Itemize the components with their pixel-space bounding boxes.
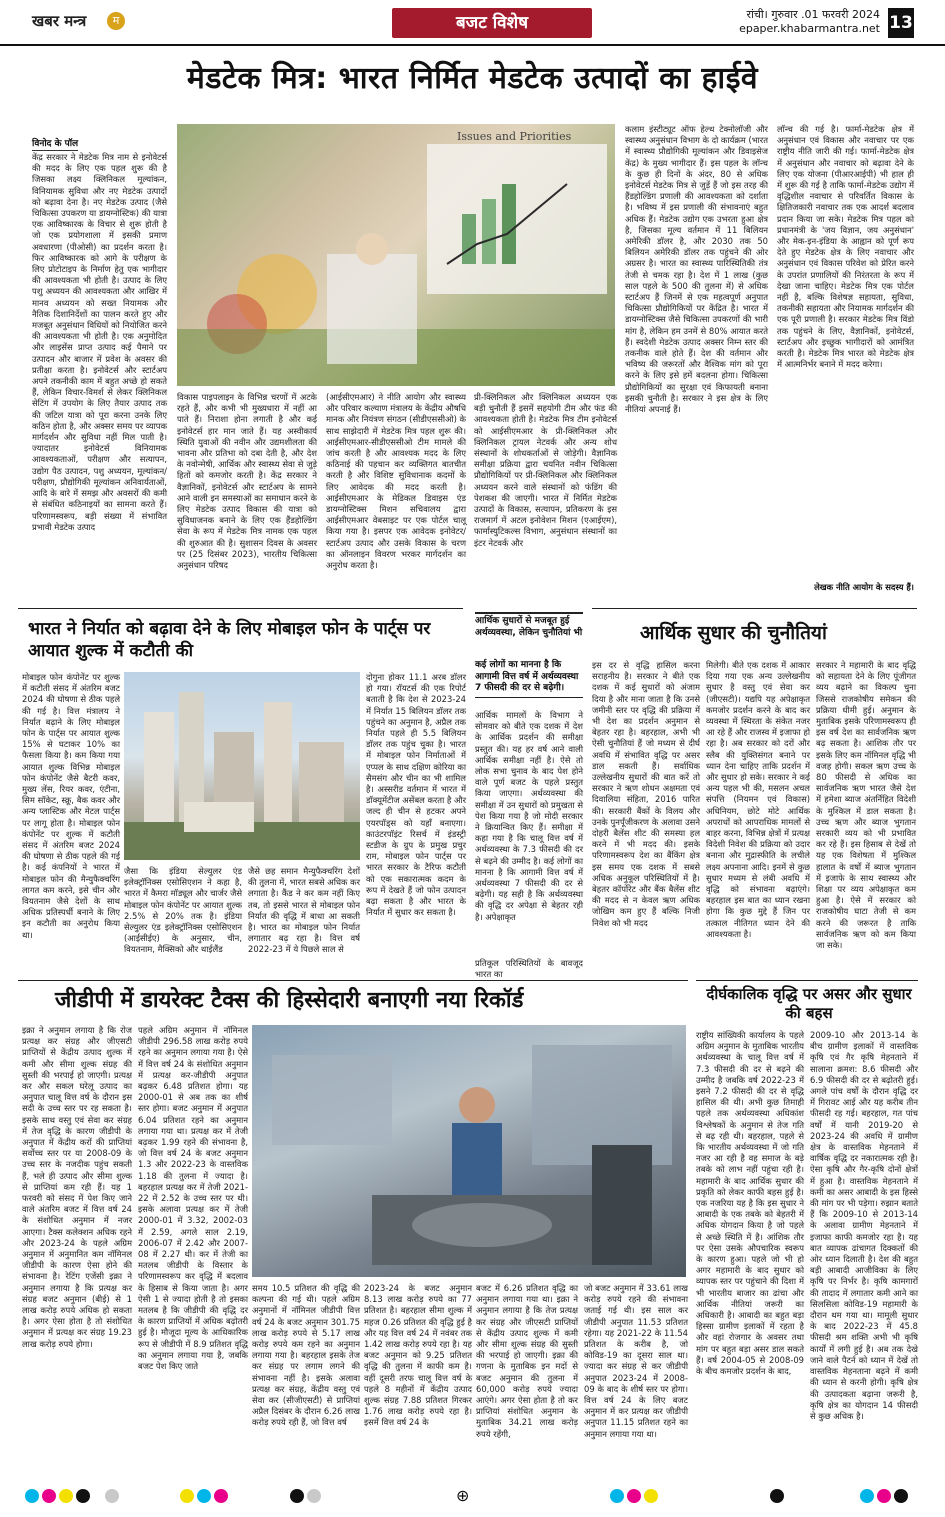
logo-badge-icon: म [107,12,125,30]
magenta-swatch-3 [627,1489,641,1503]
mobile-column-2: जैसा कि इंडिया सेल्युलर एंड इलेक्ट्रॉनिक्स एसोसिएशन ने कहा है, भारत में कैमरा मॉड्यूल और चार्जर जैसे मोबाइल फोन कंपोनेंट पर आयात शुल्क 2.5% से 20% तक है। इंडिया सेल्युलर एंड इलेक्ट्रॉनिक्स एसोसिएशन (आईसीईए) के अनुसार, चीन, वियतनाम, मैक्सिको और थाईलैंड [124,866,242,955]
gdp-column-1: इक्रा ने अनुमान लगाया है कि रोज प्रत्यक्ष कर संग्रह और जीएसटी प्राप्तियों से केंद्रीय उत्पाद शुल्क में कमी और सीमा शुल्क संग्रह की सुस्ती की भरपाई हो जाएगी। प्रत्यक्ष कर और सकल घरेलू उत्पाद का अनुपात चालू वित्त वर्ष के दौरान इस सदी के उच्च स्तर पर रह सकता है। इसके साथ वस्तु एवं सेवा कर संग्रह में तेज वृद्धि के कारण जीडीपी के अनुपात में केंद्रीय करों की प्राप्तियां सर्वोच्च स्तर पर या 2008-09 के उच्च स्तर के नजदीक पहुंच सकती हैं, भले ही उत्पाद और सीमा शुल्क से प्राप्तियां कम रही हैं। यह 1 फरवरी को संसद में पेश किए जाने वाले अंतरिम बजट में वित्त वर्ष 24 के संशोधित अनुमान में नजर आएगा। टैक्स कलेक्शन अधिक रहने और 2023-24 के पहले अग्रिम अनुमान में अनुमानित कम नॉमिनल जीडीपी के कारण ऐसा होने की संभावना है। रेटिंग एजेंसी इक्रा ने अनुमान लगाया है कि प्रत्यक्ष कर संग्रह बजट अनुमान (बीई) से 1 लाख करोड़ रुपये अधिक हो सकता है। अगर ऐसा होता है तो संशोधित अनुमान में प्रत्यक्ष कर संग्रह 19.23 लाख करोड़ रुपये होगा। [22,1025,132,1349]
yellow-swatch-3 [644,1489,658,1503]
gdp-column-4: 2023-24 के बजट अनुमान 8.13 लाख करोड़ रुपये का 77 प्रतिशत है। बहरहाल सीमा शुल्क में महज 0.26 प्रतिशत की वृद्धि हुई है और यह वित्त वर्ष 24 में नवंबर तक 1.42 लाख करोड़ रुपये रहा है। यह बजट अनुमान को 9.25 प्रतिशत वृद्धि की तुलना में काफी कम है। वहीं दूसरी तरफ चालू वित्त वर्ष के पहले 8 महीनों में केंद्रीय उत्पाद शुल्क संग्रह 7.88 प्रतिशत गिरकर 1.76 लाख करोड़ रुपये रहा है। इसमें वित्त वर्ष 24 के [364,1283,472,1428]
cyan-swatch-3 [610,1489,624,1503]
gdp-column-5: बजट में 6.26 प्रतिशत वृद्धि का अनुमान लगाया गया था। इक्रा ने अनुमान लगाया है कि तेज प्रत्यक्ष कर संग्रह और जीएसटी प्राप्तियों से केंद्रीय उत्पाद शुल्क में कमी और सीमा शुल्क संग्रह की सुस्ती की भरपाई हो जाएगी। इक्रा की गणना के मुताबिक इन मदों से बजट अनुमान की तुलना में 60,000 करोड़ रुपये ज्यादा आएंगे। अगर ऐसा होता है तो कर प्राप्तियां संशोधित अनुमान के मुताबिक 34.21 लाख करोड़ रुपये रहेंगी, [476,1283,578,1439]
mobile-column-3: जैसे छह समान मैन्युफैक्चरिंग देशों की तुलना में, भारत सबसे अधिक कर लगाता है। कैंड ने कर कम नहीं किए तब, तो इससे भारत से मोबाइल फोन निर्यात की वृद्धि में बाधा आ सकती है। भारत का मोबाइल फोन निर्यात लगातार बढ़ रहा है। वित्त वर्ष 2022-23 में ये पिछले साल से [248,866,360,955]
reform-headline: आर्थिक सुधार की चुनौतियां [640,622,827,644]
reform-column-1: आर्थिक मामलों के विभाग ने सोमवार को बीते एक दशक में देश के आर्थिक प्रदर्शन की समीक्षा प्रस्तुत की। यह हर वर्ष आने वाली आर्थिक समीक्षा नहीं है। ऐसे तो लोक सभा चुनाव के बाद पेश होने वाले पूर्ण बजट के पहले प्रस्तुत किया जाएगा। अर्थव्यवस्था की समीक्षा में उन सुधारों को प्रमुखता से पेश किया गया है जो मोदी सरकार ने क्रियान्वित किए हैं। समीक्षा में कहा गया है कि चालू वित्त वर्ष में अर्थव्यवस्था के 7.3 फीसदी की दर से बढ़ने की उम्मीद है। कई लोगों का मानना है कि आगामी वित्त वर्ष में अर्थव्यवस्था 7 फीसदी की दर से बढ़ेगी। यह सही है कि अर्थव्यवस्था की वृद्धि दर अपेक्षा से बेहतर रही है। अपेक्षाकृत [475,710,583,922]
lead-byline: विनोद के पॉल [32,136,78,151]
reform-column-3: मिलेगी। बीते एक दशक में आकार दिया गया एक अन्य उल्लेखनीय सुधार है वस्तु एवं सेवा कर (जीएसटी)। यद्यपि यह अपेक्षाकृत कमजोर प्रदर्शन करने के बाद कर व्यवस्था में स्थिरता के संकेत नजर आ रहे हैं और राजस्व में इजाफा हो रहा है। अब सरकार को दरों और स्लैब की युक्तिसंगत बनाने पर ध्यान देना चाहिए ताकि प्रदर्शन में और सुधार हो सके। सरकार ने कई अन्य पहल भी की, मसलन अचल संपत्ति (नियमन एवं विकास) अधिनियम, छोटे मोटे आर्थिक अपराधों को आपराधिक मामलों से बाहर करना, विभिन्न क्षेत्रों में प्रत्यक्ष विदेशी निवेश की प्रक्रिया को उदार बनाना और मुद्रास्फीति के लचीले लक्ष्य अपनाना आदि। इनमें से कुछ सुधार मध्यम से लंबी अवधि में वृद्धि को संभावना बढ़ाएंगे। बहरहाल इस बात का ध्यान रखना होगा कि कुछ मुद्दे हैं जिन पर तत्काल नीतिगत ध्यान देने की आवश्यकता है। [706,660,810,939]
lead-column-5: कलाम इंस्टीट्यूट ऑफ हेल्थ टेक्नोलॉजी और स्वास्थ्य अनुसंधान विभाग के दो कार्यक्रम (भारत में स्वास्थ्य प्रौद्योगिकी मूल्यांकन और डिवाइसेज केंद्र) के मुख्य भागीदार हैं। इस पहल के लॉन्च के कुछ ही दिनों के अंदर, 80 से अधिक इनोवेटर्स मेडटेक मित्र से जुड़ें हैं जो इस तरह की हैंडहोल्डिंग प्रणाली की आवश्यकता को दर्शाता है। भविष्य में इस प्रणाली की संभावनाएं बहुत अधिक हैं। मेडटेक उद्योग एक उभरता हुआ क्षेत्र है, जिसका मूल्य वर्तमान में 11 बिलियन अमेरिकी डॉलर है, और 2030 तक 50 बिलियन अमेरिकी डॉलर तक पहुंचने की ओर अग्रसर है। भारत का स्वास्थ्य पारिस्थितिकी तंत्र तेजी से चमक रहा है। देश में 1 लाख (कुछ साल पहले के 500 की तुलना में) से अधिक स्टार्टअप हैं जिनमें से एक महत्वपूर्ण अनुपात चिकित्सा प्रौद्योगिकियों पर केंद्रित है। भारत में डायग्नोस्टिक्स जैसे चिकित्सा उपकरणों की भारी मांग है, लेकिन हम उनमें से 80% आयात करते हैं। स्वदेशी मेडटेक उत्पाद अक्सर निम्न स्तर की तकनीक वाले होते हैं। देश की वर्तमान और भविष्य की जरूरतों और वैश्विक मांग को पूरा करने के लिए इसे हमें बदलना होगा। चिकित्सा प्रौद्योगिकियों का सुरक्षा एवं किफायती बनाना इसकी चुनौती है। सरकार ने इस क्षेत्र के लिए नीतियां अपनाई हैं। [625,124,768,415]
gdp-column-2: पहले अग्रिम अनुमान में नॉमिनल जीडीपी 296.58 लाख करोड़ रुपये रहने का अनुमान लगाया गया है। ऐसे में वित्त वर्ष 24 के संशोधित अनुमान में प्रत्यक्ष कर-जीडीपी अनुपात बढ़कर 6.48 प्रतिशत होगा। यह 2000-01 से अब तक का शीर्ष स्तर होगा। बजट अनुमान में अनुपात 6.04 प्रतिशत रहने का अनुमान लगाया गया था। प्रत्यक्ष कर में तेजी बढ़कर 1.99 रहने की संभावना है, जो वित्त वर्ष 24 के बजट अनुमान 1.3 और 2022-23 के वास्तविक 1.18 की तुलना में ज्यादा है। बहरहाल प्रत्यक्ष कर में तेजी 2021-22 में 2.52 के उच्च स्तर पर थी। इसके अलावा प्रत्यक्ष कर में तेजी 2000-01 में 3.32, 2002-03 में 2.59, अगले साल 2.19, 2006-07 में 2.42 और 2007-08 में 2.27 थी। कर में तेजी का मतलब जीडीपी के विस्तार के परिणामस्वरूप कर वृद्धि में बदलाव के हिसाब से किया जाता है। अगर ऐसी 1 से ज्यादा होती है तो इसका मतलब है कि जीडीपी की वृद्धि दर के कारण प्राप्तियों में अधिक बढ़ोतरी हुई है। मौजूदा मूल्य के आधिकारिक रूप से जीडीपी में 8.9 प्रतिशत वृद्धि का अनुमान लगाया गया है, जबकि बजट पेश किए जाते [138,1025,248,1372]
growth-headline: दीर्घकालिक वृद्धि पर असर और सुधार की बहस [706,985,912,1022]
yellow-swatch [59,1489,73,1503]
mobile-column-1: मोबाइल फोन कंपोनेंट पर शुल्क में कटौती संसद में अंतरिम बजट 2024 की घोषणा से ठीक पहले की गई है। वित्त मंत्रालय ने निर्यात बढ़ाने के लिए मोबाइल फोन के पार्ट्स पर आयात शुल्क 15% से घटाकर 10% का फैसला किया है। कम किया गया आयात शुल्क विभिन्न मोबाइल फोन कंपोनेंट जैसे बैटरी कवर, मुख्य लेंस, रियर कवर, एंटीना, सिम सॉकेट, स्क्रू, बैक कवर और अन्य प्लास्टिक और मेटल पार्ट्स पर लागू होता है। मोबाइल फोन कंपोनेंट पर शुल्क में कटौती संसद में अंतरिम बजट 2024 की घोषणा से ठीक पहले की गई है। कई कंपनियों ने भारत में मोबाइल फोन की मैन्युफैक्चरिंग लागत कम करने, इसे चीन और वियतनाम जैसे देशों के साथ अधिक प्रतिस्पर्धी बनाने के लिए इन कटौती का अनुरोध किया था। [22,672,120,940]
yellow-swatch-2 [180,1489,194,1503]
edition-date: रांची। गुरुवार .01 फरवरी 2024 [746,8,880,21]
growth-column-2: 2009-10 और 2013-14 के बीच ग्रामीण इलाकों में वास्तविक कृषि एवं गैर कृषि मेहनताने में सालाना क्रमश: 8.6 फीसदी और 6.9 फीसदी की दर से बढ़ोतरी हुई। अगले पांच वर्षों के दौरान वृद्धि दर में गिरावट आई और यह करीब तीन फीसदी रह गई। बहरहाल, गत पांच वर्षों में यानी 2019-20 से 2023-24 की अवधि में ग्रामीण क्षेत्र के वास्तविक मेहनताने में वार्षिक वृद्धि दर नकारात्मक रही है। ऐसा कृषि और गैर-कृषि दोनों क्षेत्रों में हुआ है। वास्तविक मेहनताने में कमी का असर आबादी के इस हिस्से की मांग पर भी पड़ेगा। रुझान बताते हैं कि 2009-10 से 2013-14 के अलावा ग्रामीण मेहनताने में इजाफा काफी कमजोर रहा है। यह बात व्यापक ढांचागत दिक्कतों की ओर ध्यान दिलाती है। देश की बहुत बड़ी आबादी आजीविका के लिए कृषि पर निर्भर है। कृषि कामगारों की तादाद में लगातार कमी आने का सिलसिला कोविड-19 महामारी के दौरान थम गया था। मामूली सुधार के बाद 2022-23 में 45.8 फीसदी श्रम शक्ति अभी भी कृषि कार्यों में लगी हुई है। अब तक देखे जाने वाले पैटर्न को ध्यान में देखें तो वास्तविक मेहनताना बढ़ने में कमी की ध्यान से करनी होगी। कृषि क्षेत्र की उत्पादकता बढ़ाना जरूरी है, कृषि क्षेत्र का योगदान 14 फीसदी से कुछ अधिक है। [810,1030,918,1421]
lead-column-4: प्री-क्लिनिकल और क्लिनिकल अध्ययन एक बड़ी चुनौती हैं इसमें सहयोगी टीम और फंड की आवश्यकता होती है। मेडटेक मित्र टीम इनोवेटर्स को आईसीएमआर के प्री-क्लिनिकल और क्लिनिकल ट्रायल नेटवर्क और अन्य शोध संस्थानों के शोधकर्ताओं से जोड़ेगी। वैज्ञानिक समीक्षा प्रक्रिया द्वारा चयनित नवीन चिकित्सा प्रौद्योगिकियों पर प्री-क्लिनिकल और क्लिनिकल अध्ययन करने वाले संस्थानों को फंडिंग की पेशकश की जाएगी। भारत में निर्मित मेडटेक उत्पादों के विकास, सत्यापन, प्रतिकरण के इस राजमार्ग में अटल इनोवेशन मिशन (एआईएम), फार्मास्युटिकल्स विभाग, अनुसंधान संस्थानों का इंटर नेटवर्क और [474,392,617,548]
gdp-photo [252,1025,686,1277]
epaper-url[interactable]: epaper.khabarmantra.net [739,22,880,35]
cyan-swatch-4 [860,1489,874,1503]
mobile-photo [124,672,360,860]
black-swatch-2 [290,1489,304,1503]
growth-column-1: राष्ट्रीय सांख्यिकी कार्यालय के पहले अग्रिम अनुमान के मुताबिक भारतीय अर्थव्यवस्था के चालू वित्त वर्ष में 7.3 फीसदी की दर से बढ़ने की उम्मीद है जबकि वर्ष 2022-23 में इसने 7.2 फीसदी की दर से वृद्धि हासिल की थी। अभी कुछ तिमाही पहले तक अर्थव्यवस्था अधिकांश विश्लेषकों के अनुमान से तेज गति से बढ़ रही थी। बहरहाल, पहले से कि भारतीय अर्थव्यवस्था में जो गति नजर आ रही है वह समाज के बड़े तबके को लाभ नहीं पहुंचा रही है। महामारी के बाद आर्थिक सुधार की प्रकृति को लेकर काफी बहस हुई है। एक नजरिया यह है कि इस सुधार ने आबादी के एक तबके को बेहतरी में अधिक योगदान किया है जो पहले से अच्छे स्थिति में है। आंशिक तौर पर ऐसा उसके औपचारिक स्वरूप के कारण हुआ। पहले जो भी हो अगर महामारी के बाद सुधार को व्यापक स्तर पर पहुंचाने की दिशा में भी भारतीय बाजार का ढांचा और आर्थिक नीतियां जरूरी का अधिकारी है। आबादी का बहुत बड़ा हिस्सा ग्रामीण इलाकों में रहता है और वहां रोजगार के अवसर तथा मांग पर बहुत बड़ा असर डाल सकते हैं। वर्ष 2004-05 से 2008-09 के बीच कमजोर प्रदर्शन के बाद, [696,1030,804,1377]
gdp-column-6: जो बजट अनुमान में 33.61 लाख करोड़ रुपये रहने की संभावना जताई गई थी। इस साल कर जीडीपी अनुपात 11.53 प्रतिशत रहेगा। यह 2021-22 के 11.54 प्रतिशत के करीब है, जो कोविड-19 का दूसरा साल था। ज्यादा कर संग्रह से कर जीडीपी अनुपात 2023-24 में 2008-09 के बाद के शीर्ष स्तर पर होगा। वित्त वर्ष 24 के लिए बजट अनुमान में कर प्रत्यक्ष कर जीडीपी अनुपात 11.15 प्रतिशत रहने का अनुमान लगाया गया था। [584,1283,688,1439]
reform-pull-quote-2: कई लोगों का मानना है कि आगामी वित्त वर्ष में अर्थव्यवस्था 7 फीसदी की दर से बढ़ेगी। [475,660,583,698]
magenta-swatch-2 [214,1489,228,1503]
gdp-column-3: समय 10.5 प्रतिशत की वृद्धि की कल्पना की गई थी। पहले अग्रिम अनुमानों में नॉमिनल जीडीपी वित्त वर्ष 24 के बजट अनुमान 301.75 लाख करोड़ रुपये से 5.17 लाख करोड़ रुपये कम रहने का अनुमान लगाया गया है। बहरहाल इसके तेज कर संग्रह पर लगाम लगने की संभावना नहीं है। इसके अलावा प्रत्यक्ष कर संग्रह, केंद्रीय वस्तु एवं सेवा कर (सीजीएसटी) से प्राप्तियां अप्रैल दिसंबर के दौरान 6.26 लाख करोड़ रुपये रही हैं, जो वित्त वर्ष [252,1283,360,1428]
mobile-headline: भारत ने निर्यात को बढ़ावा देने के लिए मोबाइल फोन के पार्ट्स पर आयात शुल्क में कटौती की [28,619,431,661]
reform-column-2: इस दर से वृद्धि हासिल करना सराहनीय है। सरकार ने बीते एक दशक में कई सुधारों को अंजाम दिया है और माना जाता है कि उनसे जमीनी स्तर पर वृद्धि की प्रक्रिया में भी देश का प्रदर्शन अनुमान से बेहतर रहा है। बहरहाल, अभी भी ऐसी चुनौतियां हैं जो मध्यम से दीर्घ अवधि में संभावित वृद्धि पर असर डाल सकती हैं। सर्वाधिक उल्लेखनीय सुधारों की बात करें तो सरकार ने ऋण शोधन अक्षमता एवं दिवालिया संहिता, 2016 पारित की। सरकारी बैंकों के विलय और उनके पुनर्पूंजीकरण के अलावा उसने दोहरी बैलेंस शीट की समस्या हल करने में भी मदद की। इसके परिणामस्वरूप देश का बैंकिंग क्षेत्र इस समय एक दशक में सबसे अधिक अनुकूल परिस्थितियों में है। बेहतर कॉर्पोरेट और बैंक बैलेंस शीट की मदद से न केवल ऋण अधिक जोखिम कम हुए हैं बल्कि निजी निवेश को भी मदद [592,660,700,928]
black-swatch-4 [894,1489,908,1503]
page-number: 13 [888,8,914,38]
magenta-swatch-4 [877,1489,891,1503]
reform-pull-quote: आर्थिक सुधारों से मजबूत हुई अर्थव्यवस्था, लेकिन चुनौतियां भी [475,612,583,639]
lead-headline: मेडटेक मित्र: भारत निर्मित मेडटेक उत्पादों का हाईवे [186,61,759,96]
lead-column-3: (आईसीएमआर) ने नीति आयोग और स्वास्थ्य और परिवार कल्याण मंत्रालय के केंद्रीय औषधि मानक और नियंत्रण संगठन (सीडीएससीओ) के साथ साझेदारी में मेडटेक मित्र पहल शुरू की। आईसीएमआर-सीडीएससीओ टीम मामले की जांच करती है और आवश्यक मदद के लिए कठिनाई की पहचान कर व्यक्तिगत बातचीत करती है और विशिष्ट सुविधानाक कदमों के लिए आवेदक की मदद करती है। आईसीएमआर के मेडिकल डिवाइस एंड डायग्नोस्टिक्स मिशन सचिवालय द्वारा आईसीएमआर वेबसाइट पर एक पोर्टल चालू किया गया है। इसपर एक आवेदक इनोवेटर/स्टार्टअप उत्पाद और उसके विकास के चरण का ऑनलाइन विवरण भरकर मार्गदर्शन का अनुरोध करता है। [326,392,466,571]
black-swatch-3 [770,1489,784,1503]
mobile-column-4: दोगुना होकर 11.1 अरब डॉलर हो गया। रॉयटर्स की एक रिपोर्ट बताती है कि देश से 2023-24 में निर्यात 15 बिलियन डॉलर तक पहुंचने का अनुमान है, अप्रैल तक निर्यात पहले ही 5.5 बिलियन डॉलर तक पहुंच चुका है। भारत में मोबाइल फोन निर्माताओं में एप्पल के साथ दक्षिण कोरिया का सैमसंग और चीन का भी शामिल है। अस्सरीड वर्तमान में भारत में डॉक्यूमेंटीज असेंबल करता है और जल्द ही चीन से हटकर अपने एयरपॉड्स को यहाँ बनाएगा। काउंटरपॉइंट रिसर्च में इंडस्ट्री स्टडीज के ग्रुप के प्रमुख प्रचुर राम, मोबाइल फोन पार्ट्स पर भारत सरकार के टैरिफ कटौती को एक सकारात्मक कदम के रूप में देखते हैं जो फोन उत्पादन बढ़ा सकता है और भारत के निर्यात में सुधार कर सकता है। [366,672,467,918]
grey-swatch [105,1489,119,1503]
reform-column-4: सरकार ने महामारी के बाद वृद्धि को सहायता देने के लिए पूंजीगत व्यय बढ़ाने का विकल्प चुना जिससे राजकोषीय समेकन की प्रक्रिया धीमी हुई। अनुमान के मुताबिक इसके परिणामस्वरूप ही इस वर्ष देश का सार्वजनिक ऋण बढ़ सकता है। आशिक तौर पर इसके लिए कम नॉमिनल वृद्धि भी वजह होगी। सकल ऋण उच्च के 80 फीसदी से अधिक का सार्वजनिक ऋण भारत जैसे देश में हमेशा ब्याज अंतर्निहित विदेशी के मुश्किल में डाल सकता है। उच्च ऋण और ब्याज भुगतान सरकारी व्यय को भी प्रभावित कर रहे हैं। इस हिसाब से देखें तो यह एक विशेषता में मुश्किल हालात के वर्षों में ब्याज भुगतान में इजाफे के साथ स्वास्थ्य और शिक्षा पर व्यय अपेक्षाकृत कम हुआ है। ऐसे में सरकार को राजकोषीय घाटा तेजी से कम करने की जरूरत है ताकि सार्वजनिक ऋण को कम किया जा सके। [816,660,916,951]
newspaper-logo: खबर मन्त्र [32,12,87,30]
lead-column-2: विकास पाइपलाइन के विभिन्न चरणों में अटके रहते हैं, और कभी भी मुख्यधारा में नहीं आ पाते हैं। निराशा होना लगाती है और कई इनोवेटर्स हार मान जाते हैं। यह अस्वीकार्य स्थिति युवाओं की नवीन और उद्यमशीलता की भावना और प्रतिभा को दबा देती है, और देश के नवोन्मेषी, आर्थिक और स्वास्थ्य सेवा से जुड़े हितों को कमजोर करती है। केंद्र सरकार ने वैज्ञानिकों, इनोवेटर्स और स्टार्टअप के सामने आने वाली इन समस्याओं का समाधान करने के लिए मेडटेक उत्पाद विकास की यात्रा को सुविधाजनक बनाने के लिए एक हैंडहोल्डिंग सेवा के रूप में मेडटेक मित्र नामक एक पहल की शुरुआत की है। सुशासन दिवस के अवसर पर (25 दिसंबर 2023), भारतीय चिकित्सा अनुसंधान परिषद [177,392,317,571]
cyan-swatch [25,1489,39,1503]
print-color-bar [0,1485,945,1507]
lead-photo [177,124,615,386]
gdp-headline: जीडीपी में डायरेक्ट टैक्स की हिस्सेदारी बनाएगी नया रिकॉर्ड [55,988,524,1013]
magenta-swatch [42,1489,56,1503]
section-title: बजट विशेष [392,8,592,38]
author-note: लेखक नीति आयोग के सदस्य हैं। [814,582,914,592]
lead-column-1: केंद्र सरकार ने मेडटेक मित्र नाम से इनोवेटर्स की मदद के लिए एक पहल शुरू की है जिसका लक्ष्य क्लिनिकल मूल्यांकन, विनियामक सुविधा और नए मेडटेक उत्पादों को बढ़ावा देना है। नए मेडटेक उत्पाद (जैसे चिकित्सा उपकरण या डायग्नोस्टिक) की यात्रा एक आविष्कारक के विचार से शुरू होती है जो एक प्रयोगशाला में इसकी प्रमाण अवधारणा (पीओसी) का प्रदर्शन करता है। फिर आविष्कारक को आगे के परीक्षण के लिए प्रोटोटाइप के निर्माण हेतु एक भागीदार की आवश्यकता भी होती है। उत्पाद के लिए पशु अध्ययन की आवश्यकता और आखिर में मानव अध्ययन को सख्त नियामक और नैतिक दिशानिर्देशों का पालन करते हुए और मजबूत अनुसंधान विधियों को नियोजित करने की आवश्यकता भी होती है। एक अनुमोदित और लाइसेंस प्राप्त उत्पाद कई पैमाने पर उत्पादन और बाजार में प्रवेश के अवसर की प्रतीक्षा करता है। इनोवेटर्स और स्टार्टअप अपने तकनीकी काम में बहुत अच्छे हो सकते हैं, लेकिन विचार-विमर्श से लेकर क्लिनिकल सेटिंग में उपयोग के लिए तैयार उत्पाद तक की जटिल यात्रा को पूरा करना उनके लिए कठिन होता है, और अक्सर समय पर व्यापक मार्गदर्शन और सुविधा नहीं मिल पाती है। ज्यादातर इनोवेटर्स विनियामक आवश्यकताओं, परीक्षण और सत्यापन, उद्योग पैठ उत्पादन, पशु अध्ययन, मूल्यांकन/परीक्षण, प्रौद्योगिकी मूल्यांकन अनिवार्यताओं, आदि के बारे में समझ और अवसरों की कमी से संबंधित कठिनाइयों का सामना करते हैं। परिणामस्वरूप, बड़ी संख्या में संभावित प्रभावी मेडटेक उत्पाद [32,152,167,532]
lead-column-6: लॉन्च की गई है। फार्मा-मेडटेक क्षेत्र में अनुसंधान एवं विकास और नवाचार पर एक राष्ट्रीय नीति जारी की गई। फार्मा-मेडटेक क्षेत्र में अनुसंधान और नवाचार को बढ़ावा देने के लिए एक योजना (पीआरआईपी) भी हाल ही में शुरू की गई है ताकि फार्मा-मेडटेक उद्योग में वृद्धिशील नवाचार से परिवर्तित विकास के क्षितिजकारी नवाचार तक एक आदर्श बदलाव प्रदान किया जा सके। मेडटेक मित्र पहल को प्रधानमंत्री के 'जय विज्ञान, जय अनुसंधान' और मेक-इन-इंडिया के आह्वान को पूर्ण रूप देते हुए मेडटेक क्षेत्र के लिए नवाचार और अनुसंधान एवं विकास परिवेश को प्रेरित करने के उपरांत प्रणालियों की निरंतरता के रूप में देखा जाना चाहिए। मेडटेक मित्र एक पोर्टल नहीं है, बल्कि विशेषज्ञ सहायता, सुविधा, तकनीकी सहायता और नियामक मार्गदर्शन की एक पूरी प्रणाली है। सरकार मेडटेक मित्र विंडो तक पहुंचने के लिए, वैज्ञानिकों, इनोवेटर्स, स्टार्टअप और इच्छुक भागीदारों को आमंत्रित करती है। मेडटेक मित्र भारत को मेडटेक क्षेत्र में आत्मनिर्भर बनाने में मदद करेगा। [777,124,914,370]
cyan-swatch-2 [197,1489,211,1503]
registration-mark-icon: ⊕ [456,1486,470,1505]
reform-column-1-end: प्रतिकूल परिस्थितियों के बावजूद भारत का [475,958,583,980]
photo-overlay-text: Issues and Priorities [457,130,572,143]
black-swatch [76,1489,90,1503]
grey-swatch-2 [307,1489,321,1503]
